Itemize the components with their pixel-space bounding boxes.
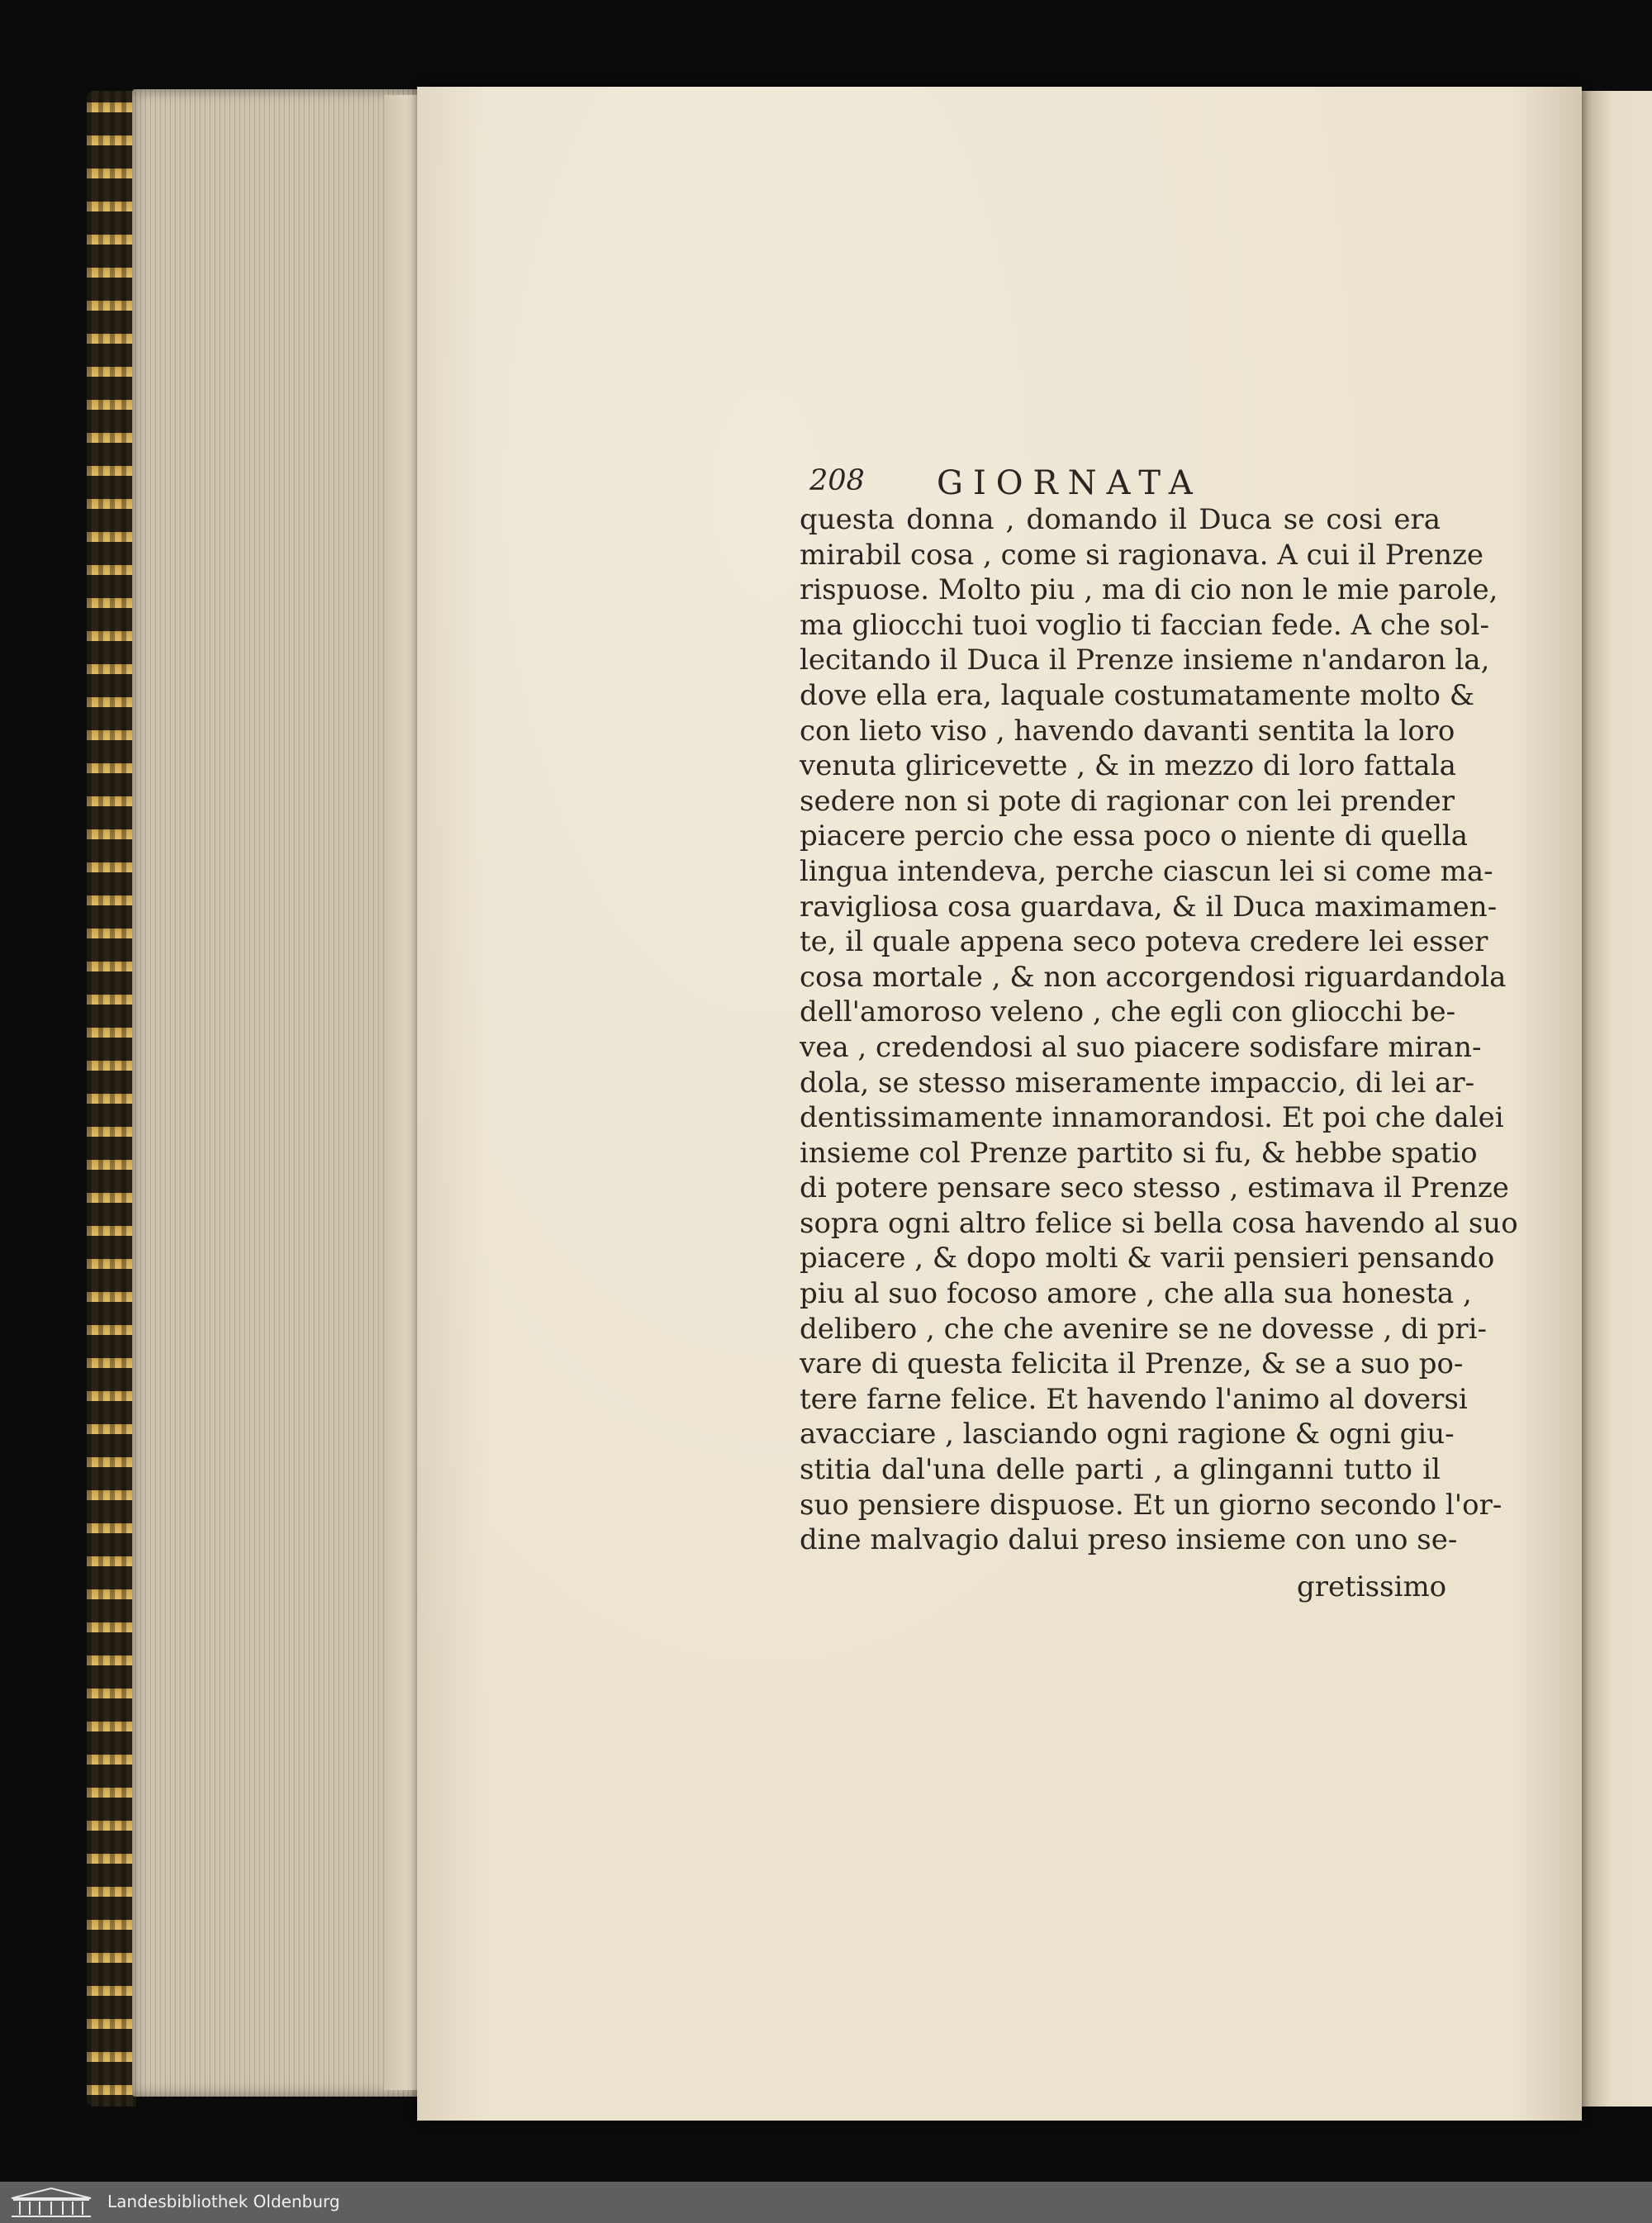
body-text xyxy=(800,502,1518,1558)
text-line: venuta gliricevette , & in mezzo di loro fattala xyxy=(800,749,1456,783)
text-line: piu al suo focoso amore , che alla sua honesta , xyxy=(800,1277,1472,1311)
text-line: con lieto viso , havendo davanti sentita la loro xyxy=(800,714,1455,748)
text-line: dentissimamente innamorandosi. Et poi che dalei xyxy=(800,1101,1504,1135)
text-line: dove ella era, laquale costumatamente molto & xyxy=(800,678,1475,712)
text-line: piacere , & dopo molti & varii pensieri pensando xyxy=(800,1242,1495,1275)
facing-page-edge xyxy=(1579,91,1652,2107)
text-line: rispuose. Molto piu , ma di cio non le mie parole, xyxy=(800,573,1498,607)
page-edges xyxy=(132,89,421,2097)
page-header xyxy=(809,464,1446,506)
library-name: Landesbibliothek Oldenburg xyxy=(107,2192,340,2211)
book-spine xyxy=(87,91,136,2107)
gutter-edge xyxy=(384,95,421,2090)
text-line: vare di questa felicita il Prenze, & se a suo po- xyxy=(800,1347,1464,1381)
page-number: 208 xyxy=(809,464,865,497)
text-line: dell'amoroso veleno , che egli con gliocchi be- xyxy=(800,995,1456,1029)
text-line: ravigliosa cosa guardava, & il Duca maximamen- xyxy=(800,890,1498,924)
text-line: lecitando il Duca il Prenze insieme n'andaron la, xyxy=(800,644,1490,677)
text-line: di potere pensare seco stesso , estimava il Prenze xyxy=(800,1171,1509,1205)
text-line: suo pensiere dispuose. Et un giorno secondo l'or- xyxy=(800,1488,1502,1522)
text-line: delibero , che che avenire se ne dovesse , di pri- xyxy=(800,1312,1487,1346)
text-line: stitia dal'una delle parti , a glinganni tutto il xyxy=(800,1453,1441,1487)
text-line: piacere percio che essa poco o niente di quella xyxy=(800,819,1469,853)
text-line: questa donna , domando il Duca se cosi era xyxy=(800,503,1441,536)
text-line: vea , credendosi al suo piacere sodisfare miran- xyxy=(800,1030,1482,1064)
catchword: gretissimo xyxy=(1297,1570,1447,1603)
text-line: dine malvagio dalui preso insieme con uno se- xyxy=(800,1523,1458,1557)
text-line: insieme col Prenze partito si fu, & hebbe spatio xyxy=(800,1136,1478,1170)
text-line: te, il quale appena seco poteva credere lei esser xyxy=(800,925,1488,959)
text-line: dola, se stesso miseramente impaccio, di lei ar- xyxy=(800,1066,1475,1100)
footer-bar xyxy=(0,2182,1652,2223)
text-line: avacciare , lasciando ogni ragione & ogni giu- xyxy=(800,1418,1455,1451)
text-line: mirabil cosa , come si ragionava. A cui il Prenze xyxy=(800,538,1484,572)
text-line: sopra ogni altro felice si bella cosa havendo al suo xyxy=(800,1206,1518,1240)
running-title: GIORNATA xyxy=(937,464,1203,502)
text-line: ma gliocchi tuoi voglio ti faccian fede. A che sol- xyxy=(800,608,1489,642)
text-line: cosa mortale , & non accorgendosi riguardandola xyxy=(800,960,1507,994)
library-logo-icon xyxy=(10,2187,93,2218)
text-line: sedere non si pote di ragionar con lei prender xyxy=(800,784,1455,818)
text-line: lingua intendeva, perche ciascun lei si come ma- xyxy=(800,854,1493,888)
text-line: tere farne felice. Et havendo l'animo al doversi xyxy=(800,1382,1468,1416)
